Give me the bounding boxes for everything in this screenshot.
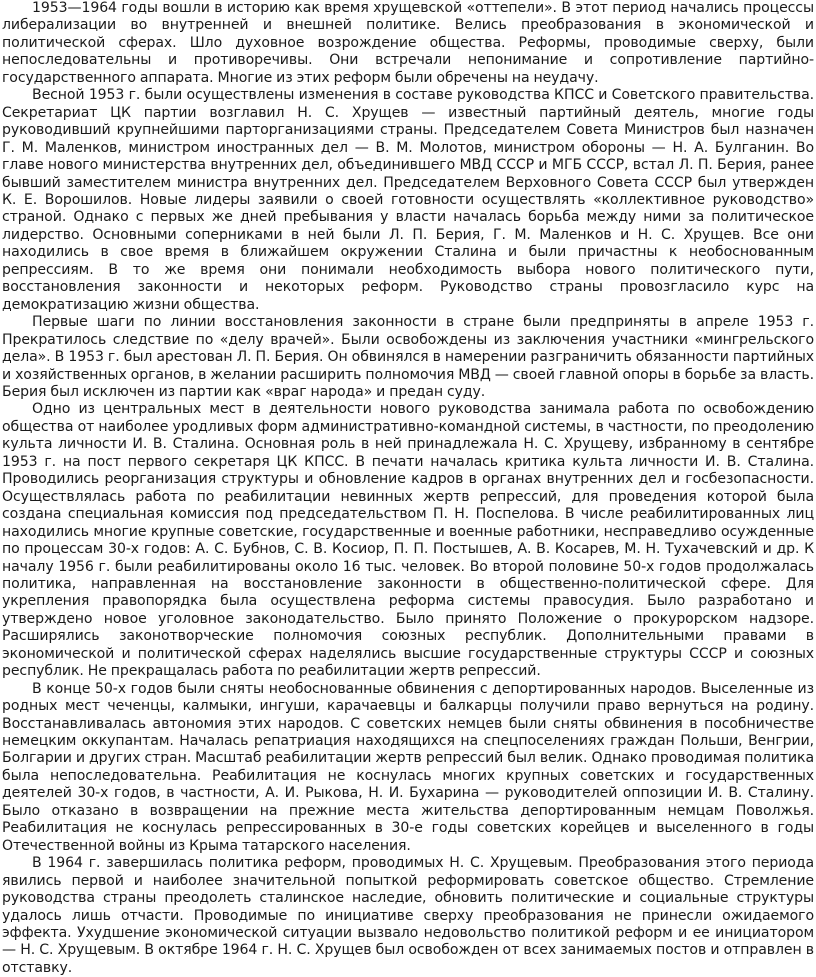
paragraph-thaw-intro: 1953—1964 годы вошли в историю как время хрущевской «оттепели». В этот период начались процессы либерализации во внутренней и внешней политике. Велись преобразования в экономической и политической сферах. Шло духовное возрождение общества. Реформы, проводимые сверху, были непоследовательны и противоречивы. Они встречали непонимание и сопротивление партийно-государственного аппарата. Многие из этих реформ были обречены на неудачу. — [2, 0, 814, 86]
paragraph-restoring-legality: Первые шаги по линии восстановления законности в стране были предприняты в апреле 1953 г. Прекратилось следствие по «делу врачей». Были освобождены из заключения участники «мингрельского дела». В 1953 г. был арестован Л. П. Берия. Он обвинялся в намерении разграничить обязанности партийных и хозяйственных органов, в желании расширить полномочия МВД — своей главной опоры в борьбе за власть. Берия был исключен из партии как «враг народа» и предан суду. — [2, 314, 814, 400]
paragraph-end-of-reforms: В 1964 г. завершилась политика реформ, проводимых Н. С. Хрущевым. Преобразования этого периода явились первой и наиболее значительной попыткой реформировать советское общество. Стремление руководства страны преодолеть сталинское наследие, обновить политические и социальные структуры удалось лишь отчасти. Проводимые по инициативе сверху преобразования не принесли ожидаемого эффекта. Ухудшение экономической ситуации вызвало недовольство политикой реформ и ее инициатором — Н. С. Хрущевым. В октябре 1964 г. Н. С. Хрущев был освобожден от всех занимаемых постов и отправлен в отставку. — [2, 855, 814, 976]
paragraph-deported-peoples: В конце 50-х годов были сняты необоснованные обвинения с депортированных народов. Выселенные из родных мест чеченцы, калмыки, ингуши, карачаевцы и балкарцы получили право вернуться на родину. Восстанавливалась автономия этих народов. С советских немцев были сняты обвинения в пособничестве немецким оккупантам. Началась репатриация находящихся на спецпоселениях граждан Польши, Венгрии, Болгарии и других стран. Масштаб реабилитации жертв репрессий был велик. Однако проводимая политика была непоследовательна. Реабилитация не коснулась многих крупных советских и государственных деятелей 30-х годов, в частности, А. И. Рыкова, Н. И. Бухарина — руководителей оппозиции И. В. Сталину. Было отказано в возвращении на прежние места жительства депортированным немцам Поволжья. Реабилитация не коснулась репрессированных в 30-е годы советских корейцев и выселенного в годы Отечественной войны из Крыма татарского населения. — [2, 680, 814, 854]
paragraph-leadership-changes: Весной 1953 г. были осуществлены изменения в составе руководства КПСС и Советского правительства. Секретариат ЦК партии возглавил Н. С. Хрущев — известный партийный деятель, многие годы руководивший крупнейшими парторганизациями страны. Председателем Совета Министров был назначен Г. М. Маленков, министром иностранных дел — В. М. Молотов, министром обороны — Н. А. Булганин. Во главе нового министерства внутренних дел, объединившего МВД СССР и МГБ СССР, встал Л. П. Берия, ранее бывший заместителем министра внутренних дел. Председателем Верховного Совета СССР был утвержден К. Е. Ворошилов. Новые лидеры заявили о своей готовности осуществлять «коллективное руководство» страной. Однако с первых же дней пребывания у власти началась борьба между ними за политическое лидерство. Основными соперниками в ней были Л. П. Берия, Г. М. Маленков и Н. С. Хрущев. Все они находились в свое время в ближайшем окружении Сталина и были причастны к необоснованным репрессиям. В то же время они понимали необходимость выбора нового политического пути, восстановления законности и некоторых реформ. Руководство страны провозгласило курс на демократизацию жизни общества. — [2, 87, 814, 313]
paragraph-personality-cult: Одно из центральных мест в деятельности нового руководства занимала работа по освобождению общества от наиболее уродливых форм административно-командной системы, в частности, по преодолению культа личности И. В. Сталина. Основная роль в ней принадлежала Н. С. Хрущеву, избранному в сентябре 1953 г. на пост первого секретаря ЦК КПСС. В печати началась критика культа личности И. В. Сталина. Проводились реорганизация структуры и обновление кадров в органах внутренних дел и госбезопасности. Осуществлялась работа по реабилитации невинных жертв репрессий, для проведения которой была создана специальная комиссия под председательством П. Н. Поспелова. В числе реабилитированных лиц находились многие крупные советские, государственные и военные работники, несправедливо осужденные по процессам 30-х годов: А. С. Бубнов, С. В. Косиор, П. П. Постышев, А. В. Косарев, М. Н. Тухачевский и др. К началу 1956 г. были реабилитированы около 16 тыс. человек. Во второй половине 50-х годов продолжалась политика, направленная на восстановление законности в общественно-политической сфере. Для укрепления правопорядка была осуществлена реформа системы правосудия. Было разработано и утверждено новое уголовное законодательство. Было принято Положение о прокурорском надзоре. Расширялись законотворческие полномочия союзных республик. Дополнительными правами в экономической и политической сферах наделялись высшие государственные структуры СССР и союзных республик. Не прекращалась работа по реабилитации жертв репрессий. — [2, 401, 814, 680]
